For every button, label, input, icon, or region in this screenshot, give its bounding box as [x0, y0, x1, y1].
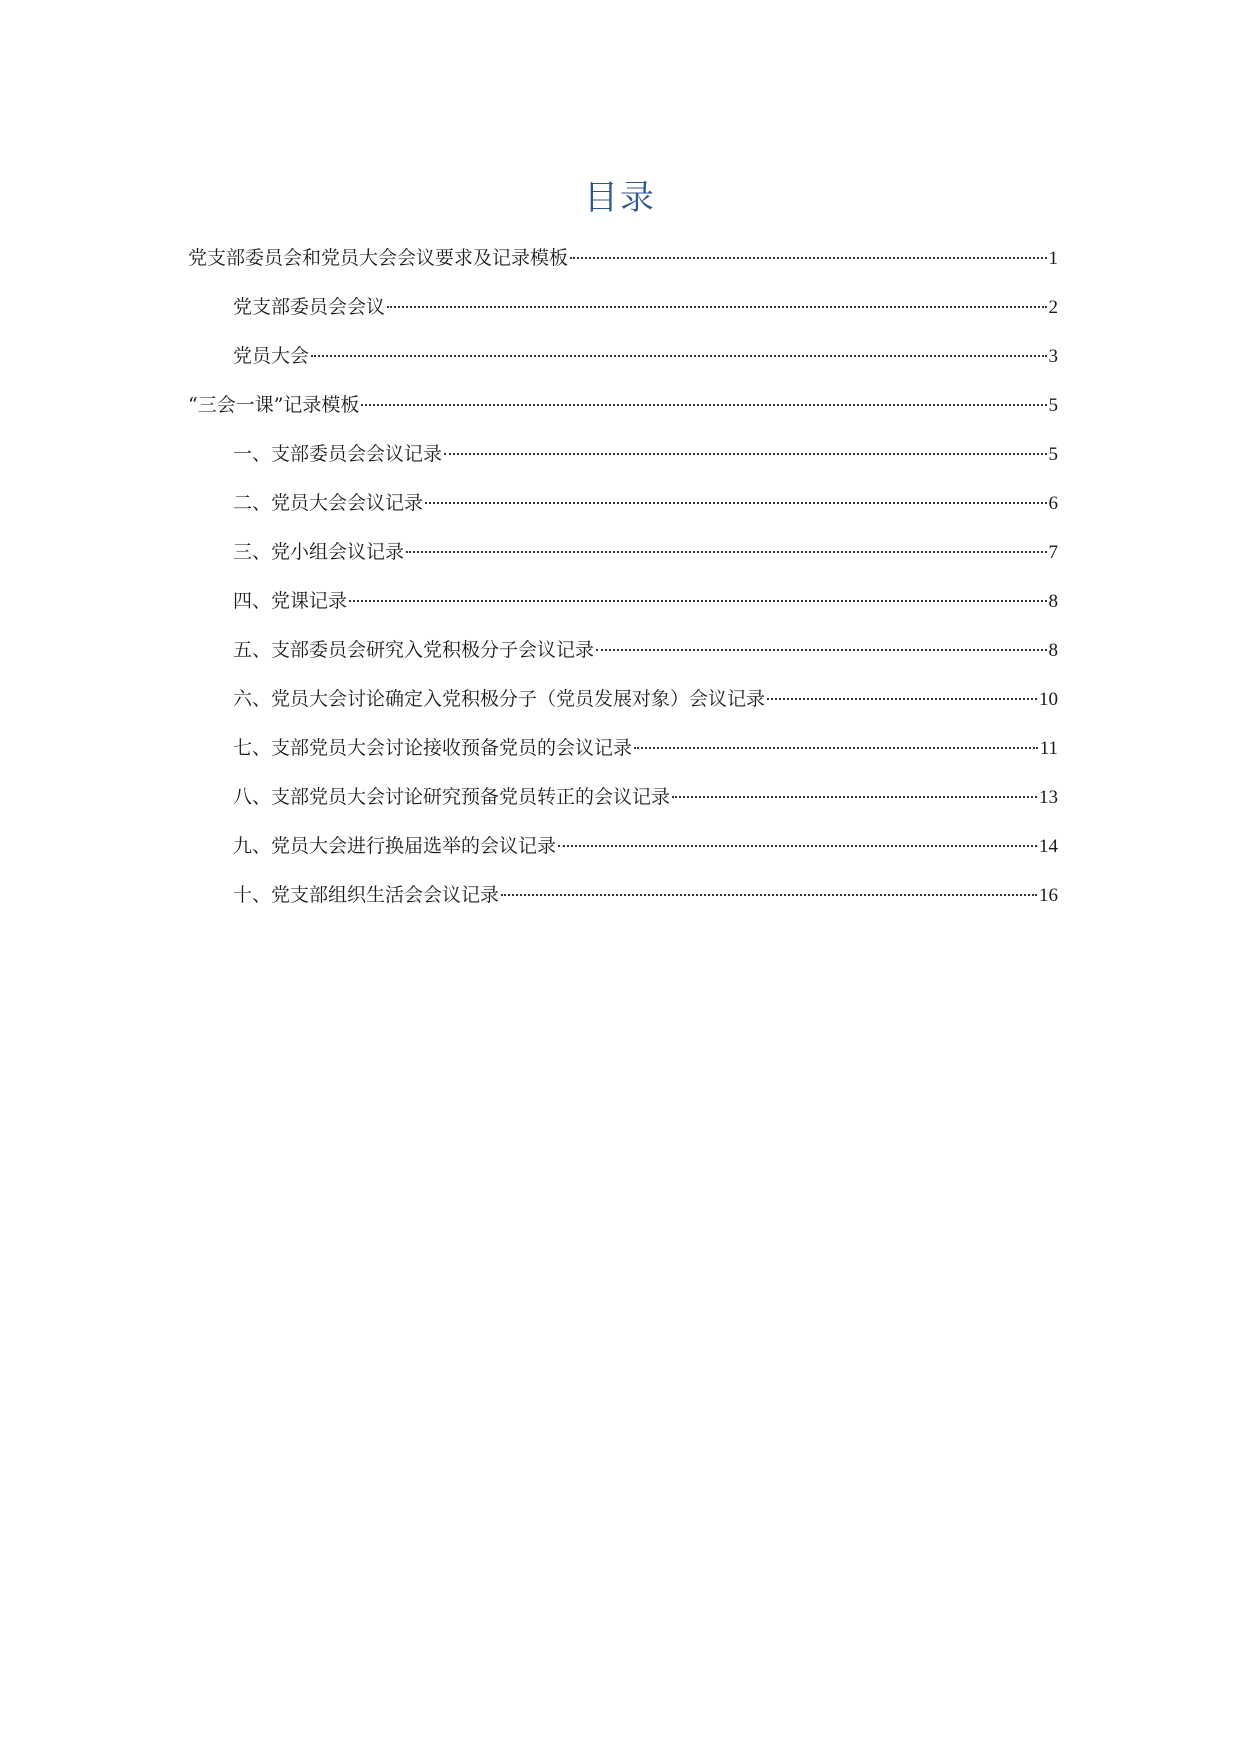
toc-dot-leader: [634, 747, 1038, 749]
toc-dot-leader: [501, 894, 1037, 896]
toc-page-number: 8: [1048, 640, 1058, 661]
toc-dot-leader: [406, 551, 1046, 553]
toc-entry-text: 三、党小组会议记录: [233, 541, 405, 563]
toc-dot-leader: [444, 453, 1046, 455]
toc-entry[interactable]: [188, 439, 1058, 488]
toc-dot-leader: [387, 306, 1046, 308]
toc-entry[interactable]: [188, 733, 1058, 782]
toc-entry-text: 党支部委员会会议: [233, 296, 386, 318]
toc-dot-leader: [311, 355, 1046, 357]
toc-dot-leader: [672, 796, 1037, 798]
toc-entry-text: 一、支部委员会会议记录: [233, 443, 443, 465]
toc-page-number: 5: [1048, 444, 1058, 465]
toc-page-number: 13: [1039, 787, 1058, 808]
toc-entry-text: 八、支部党员大会讨论研究预备党员转正的会议记录: [233, 786, 671, 808]
toc-page-number: 6: [1048, 493, 1058, 514]
toc-page-number: 16: [1039, 885, 1058, 906]
toc-dot-leader: [558, 845, 1037, 847]
toc-entry[interactable]: [188, 537, 1058, 586]
toc-dot-leader: [349, 600, 1046, 602]
toc-entry[interactable]: [188, 292, 1058, 341]
toc-entry-text: “三会一课”记录模板: [188, 394, 360, 416]
toc-entry-text: 七、支部党员大会讨论接收预备党员的会议记录: [233, 737, 633, 759]
toc-entry[interactable]: [188, 341, 1058, 390]
toc-page-number: 3: [1048, 346, 1058, 367]
toc-entry[interactable]: [188, 390, 1058, 439]
toc-dot-leader: [425, 502, 1046, 504]
toc-page-number: 14: [1039, 836, 1058, 857]
toc-page-number: 11: [1039, 738, 1058, 759]
toc-page-number: 1: [1048, 248, 1058, 269]
toc-dot-leader: [570, 257, 1046, 259]
toc-entry-text: 四、党课记录: [233, 590, 348, 612]
toc-dot-leader: [361, 404, 1046, 406]
toc-entry-text: 五、支部委员会研究入党积极分子会议记录: [233, 639, 595, 661]
toc-page-number: 5: [1048, 395, 1058, 416]
toc-entry-text: 党员大会: [233, 345, 310, 367]
toc-entry-text: 九、党员大会进行换届选举的会议记录: [233, 835, 557, 857]
toc-entry[interactable]: [188, 586, 1058, 635]
toc-page-number: 7: [1048, 542, 1058, 563]
toc-entry-text: 六、党员大会讨论确定入党积极分子（党员发展对象）会议记录: [233, 688, 766, 710]
toc-list: [188, 243, 1058, 929]
toc-entry[interactable]: [188, 635, 1058, 684]
toc-entry[interactable]: [188, 880, 1058, 929]
toc-page-number: 2: [1048, 297, 1058, 318]
toc-entry-text: 党支部委员会和党员大会会议要求及记录模板: [188, 247, 569, 269]
toc-entry-text: 十、党支部组织生活会会议记录: [233, 884, 500, 906]
toc-entry[interactable]: [188, 243, 1058, 292]
toc-page-number: 8: [1048, 591, 1058, 612]
toc-entry[interactable]: [188, 684, 1058, 733]
toc-entry[interactable]: [188, 831, 1058, 880]
toc-dot-leader: [596, 649, 1046, 651]
toc-entry[interactable]: [188, 488, 1058, 537]
toc-entry[interactable]: [188, 782, 1058, 831]
toc-title: 目录: [584, 178, 656, 218]
toc-entry-text: 二、党员大会会议记录: [233, 492, 424, 514]
toc-page-number: 10: [1039, 689, 1058, 710]
toc-dot-leader: [767, 698, 1037, 700]
